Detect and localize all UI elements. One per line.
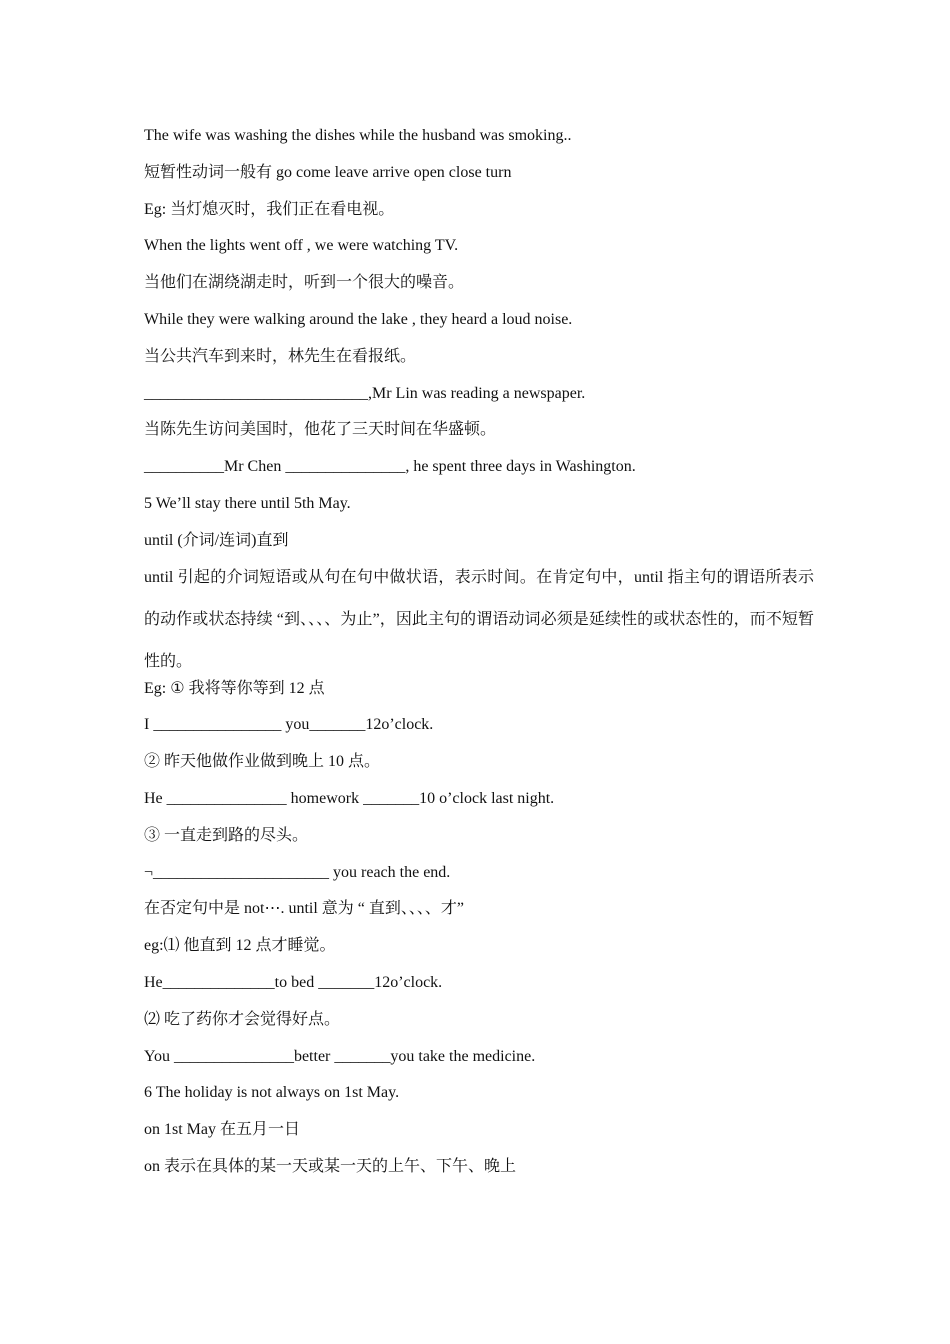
text-line: 当他们在湖绕湖走时，听到一个很大的噪音。: [144, 274, 465, 292]
text-line: Eg: ① 我将等你等到 12 点: [144, 679, 325, 697]
text-line: __________Mr Chen _______________, he spent three days in Washington.: [144, 458, 636, 476]
text-line: ¬______________________ you reach the end.: [144, 863, 451, 881]
text-line: I ________________ you_______12o’clock.: [144, 716, 434, 734]
text-line: 当陈先生访问美国时，他花了三天时间在华盛顿。: [144, 421, 497, 439]
text-line: You _______________better _______you take the medicine.: [144, 1047, 536, 1065]
text-line: While they were walking around the lake , they heard a loud noise.: [144, 310, 573, 328]
text-line: on 1st May 在五月一日: [144, 1121, 301, 1139]
text-line: on 表示在具体的某一天或某一天的上午、下午、晚上: [144, 1157, 517, 1175]
text-line: until (介词/连词)直到: [144, 531, 289, 549]
text-line: 6 The holiday is not always on 1st May.: [144, 1084, 400, 1102]
text-line: 短暂性动词一般有 go come leave arrive open close turn: [144, 163, 512, 181]
text-line: Eg: 当灯熄灭时，我们正在看电视。: [144, 200, 395, 218]
document-body: [144, 124, 814, 1192]
text-line: ② 昨天他做作业做到晚上 10 点。: [144, 753, 381, 771]
text-line: ____________________________,Mr Lin was reading a newspaper.: [144, 384, 586, 402]
text-line: ⑵ 吃了药你才会觉得好点。: [144, 1010, 341, 1028]
text-line: 5 We’ll stay there until 5th May.: [144, 494, 351, 512]
text-line: ③ 一直走到路的尽头。: [144, 826, 309, 844]
until-explanation-paragraph: until 引起的介词短语或从句在句中做状语，表示时间。在肯定句中，until 指主句的谓语所表示的动作或状态持续 “到、、、、为止”，因此主句的谓语动词必须是延续性的或状态性的，而不短暂性的。: [144, 568, 814, 670]
text-line: The wife was washing the dishes while the husband was smoking..: [144, 127, 572, 144]
text-line: 在否定句中是 not⋯. until 意为 “ 直到、、、、才”: [144, 900, 464, 918]
text-line: He______________to bed _______12o’clock.: [144, 973, 443, 991]
text-line: 当公共汽车到来时，林先生在看报纸。: [144, 347, 417, 365]
text-line: When the lights went off , we were watching TV.: [144, 237, 459, 255]
text-line: He _______________ homework _______10 o’clock last night.: [144, 789, 555, 807]
text-line: eg:⑴ 他直到 12 点才睡觉。: [144, 937, 336, 955]
